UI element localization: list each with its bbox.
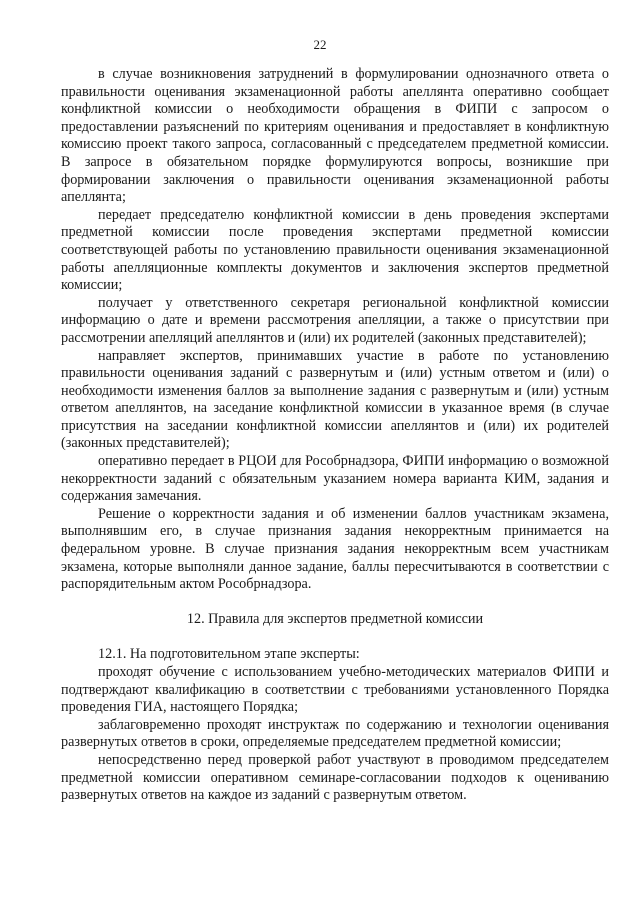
paragraph: проходят обучение с использованием учебно-методических материалов ФИПИ и подтверждают квалификацию в соответствии с требованиями установленного Порядка проведения ГИА, настоящего Порядка; [61,664,609,716]
paragraph: в случае возникновения затруднений в формулировании однозначного ответа о правильности оценивания экзаменационной работы апеллянта оперативно сообщает конфликтной комиссии о необходимости обращения в ФИПИ с запросом о предоставлении разъяснений по критериям оценивания и предоставляет в конфликтную комиссию проект такого запроса, согласованный с председателем предметной комиссии. В запросе в обязательном порядке формулируются вопросы, возникшие при формировании заключения о правильности оценивания экзаменационной работы апеллянта; [61,66,609,206]
paragraph: получает у ответственного секретаря региональной конфликтной комиссии информацию о дате и времени рассмотрения апелляции, а также о присутствии при рассмотрении апелляций апеллянтов и (или) их родителей (законных представителей); [61,294,609,346]
body-text [61,66,609,805]
paragraph: направляет экспертов, принимавших участие в работе по установлению правильности оценивания заданий с развернутым и (или) устным ответом и (или) о необходимости изменения баллов за выполнение задания с развернутым и (или) устным ответом апеллянтов, на заседание конфликтной комиссии в указанное время (в случае присутствия на заседании конфликтной комиссии апеллянтов и (или) их родителей (законных представителей); [61,347,609,452]
paragraph: непосредственно перед проверкой работ участвуют в проводимом председателем предметной комиссии оперативном семинаре-согласовании подходов к оцениванию развернутых ответов на каждое из заданий с развернутым ответом. [61,751,609,804]
page-number: 22 [313,37,327,52]
paragraph: передает председателю конфликтной комиссии в день проведения экспертами предметной комиссии после проведения экспертами предметной комиссии соответствующей работы по установлению правильности оценивания экзаменационной работы апелляционные комплекты документов и заключения экспертов предметной комиссии; [61,206,609,294]
paragraph: заблаговременно проходят инструктаж по содержанию и технологии оценивания развернутых ответов в сроки, определяемые председателем предметной комиссии; [61,716,609,751]
subsection-title: 12.1. На подготовительном этапе эксперты: [98,646,360,663]
section-heading: 12. Правила для экспертов предметной комиссии [186,610,484,627]
paragraph: Решение о корректности задания и об изменении баллов участникам экзамена, выполнявшим его, в случае признания задания некорректным принимается на федеральном уровне. В случае признания задания некорректным всем участникам экзамена, которые выполняли данное задание, баллы пересчитываются в соответствии с распорядительным актом Рособрнадзора. [61,505,609,593]
paragraph: оперативно передает в РЦОИ для Рособрнадзора, ФИПИ информацию о возможной некорректности заданий с обязательным указанием номера варианта КИМ, задания и содержания замечания. [61,453,609,505]
